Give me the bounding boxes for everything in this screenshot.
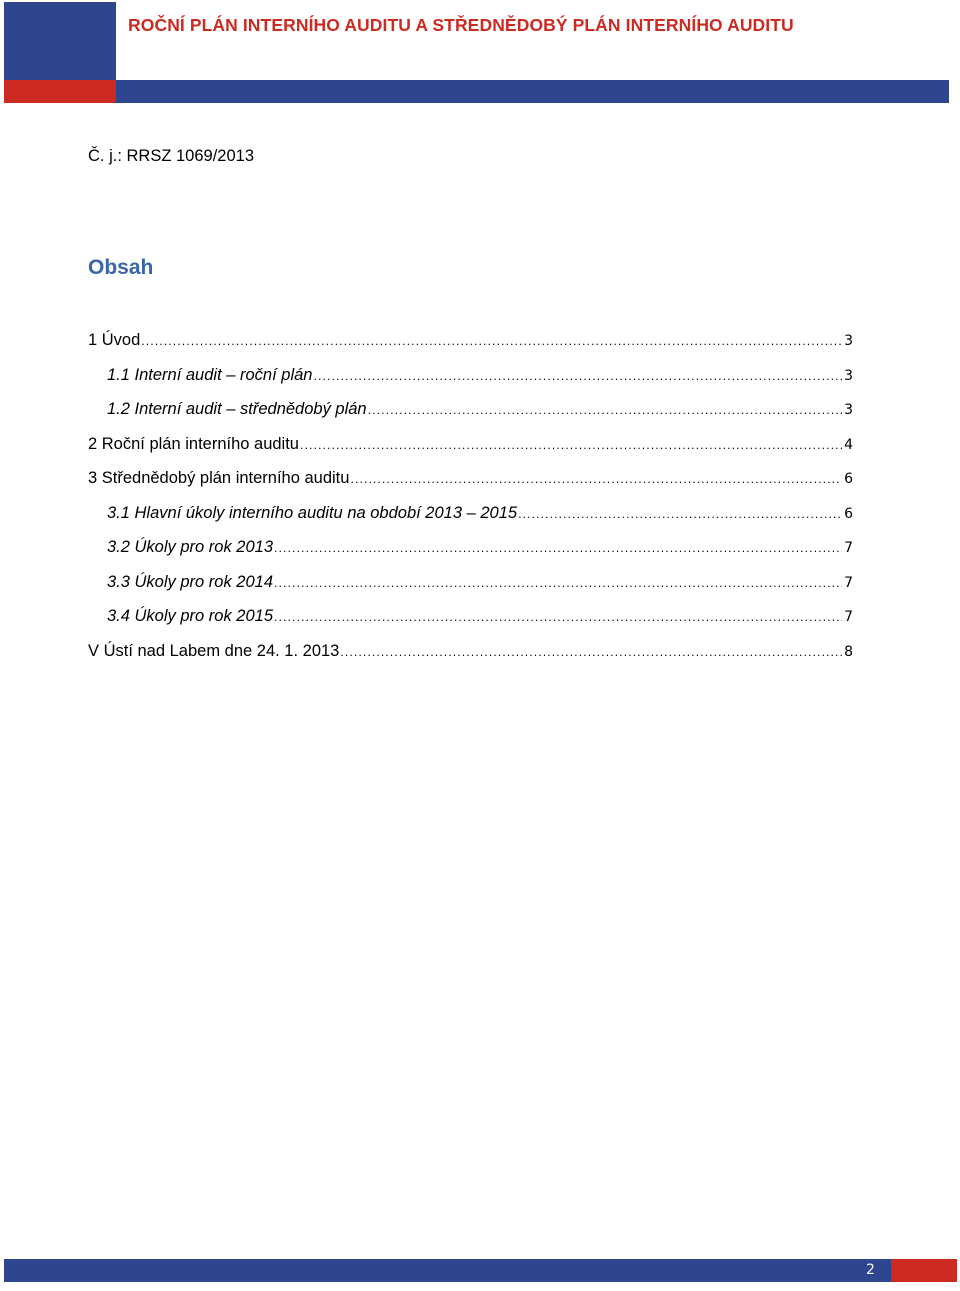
toc-entry-page: 7 [844,540,853,556]
toc-leader-dots [299,429,842,463]
toc-entry-page: 3 [844,367,853,384]
toc-entry[interactable] [107,496,853,530]
toc-leader-dots [517,498,842,532]
footer-red-block [891,1259,957,1282]
toc-entry-label: 3.1 Hlavní úkoly interního auditu na období 2013 – 2015 [107,503,518,522]
toc-entry-label: 3 Střednědobý plán interního auditu [88,469,350,487]
toc-leader-dots [339,636,842,670]
toc-leader-dots [273,601,842,635]
toc-entry-label: 3.3 Úkoly pro rok 2014 [107,572,274,591]
toc-entry-label: 3.2 Úkoly pro rok 2013 [107,538,274,556]
toc-entry-page: 4 [844,436,853,453]
toc-entry-label: 1.2 Interní audit – střednědobý plán [107,400,367,418]
toc-leader-dots [140,325,842,359]
toc-leader-dots [312,360,842,394]
toc-entry-label: 1.1 Interní audit – roční plán [107,365,313,384]
toc-entry[interactable] [88,634,853,668]
toc-leader-dots [273,567,842,601]
header-blue-bar [116,80,949,103]
toc-entry-page: 7 [844,574,853,591]
toc-entry[interactable] [88,427,853,461]
toc-entry-label: 3.4 Úkoly pro rok 2015 [107,607,274,625]
toc-entry[interactable] [107,565,853,599]
toc-entry-page: 3 [844,333,853,349]
header-blue-block [4,2,116,80]
toc-leader-dots [349,463,842,497]
toc-entry[interactable] [88,323,853,357]
toc-entry-page: 6 [844,471,853,487]
toc-entry-page: 7 [844,609,853,625]
reference-number: Č. j.: RRSZ 1069/2013 [88,147,254,165]
toc-entry-page: 6 [844,505,853,522]
toc-entry[interactable] [107,599,853,633]
toc-entry[interactable] [107,530,853,564]
toc-entry-label: 1 Úvod [88,331,141,349]
toc-entry-page: 8 [844,643,853,660]
toc-heading: Obsah [88,256,154,279]
toc-entry-label: V Ústí nad Labem dne 24. 1. 2013 [88,641,340,660]
toc-entry[interactable] [107,358,853,392]
footer-blue-bar [4,1259,891,1282]
toc-leader-dots [273,532,842,566]
toc-entry-label: 2 Roční plán interního auditu [88,434,299,453]
toc-entry[interactable] [107,392,853,426]
toc-entry[interactable] [88,461,853,495]
header-red-block [4,80,116,103]
toc-leader-dots [367,394,842,428]
document-header-title: ROČNÍ PLÁN INTERNÍHO AUDITU A STŘEDNĚDOBÝ PLÁN INTERNÍHO AUDITU [128,15,794,35]
toc-entry-page: 3 [844,402,853,418]
page-number: 2 [866,1262,875,1278]
